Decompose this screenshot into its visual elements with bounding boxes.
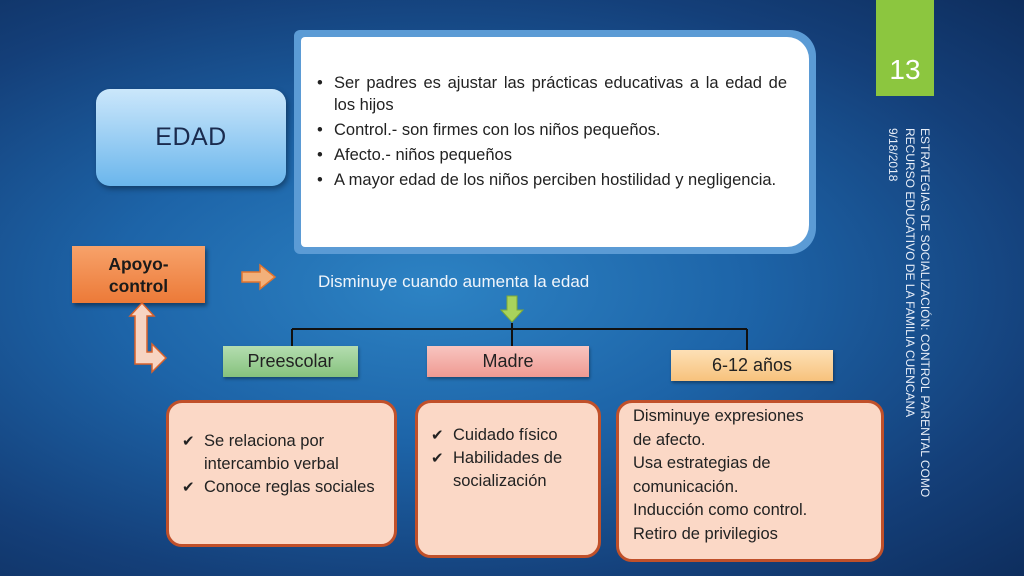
down-arrow-icon (501, 296, 523, 322)
bullet-icon: • (317, 171, 323, 189)
footer-title-line1: ESTRATEGIAS DE SOCIALIZACIÓN: CONTROL PARENTAL COMO (918, 128, 932, 498)
edades-line: Retiro de privilegios (633, 524, 778, 543)
edades-details-box (616, 400, 884, 562)
bent-arrow-icon (130, 303, 166, 372)
list-item-text: Se relaciona por intercambio verbal (204, 432, 339, 473)
card-bullet-text: Ser padres es ajustar las prácticas educativas a la edad de los hijos (334, 74, 787, 114)
preescolar-list (182, 430, 382, 499)
madre-list (431, 424, 591, 493)
list-item (182, 476, 382, 499)
edad-label: EDAD (155, 123, 227, 151)
bullet-icon: • (317, 74, 323, 92)
check-icon: ✔ (431, 427, 444, 444)
footer-date: 9/18/2018 (886, 128, 900, 182)
category-edades-label: 6-12 años (711, 355, 793, 375)
edades-text (633, 405, 878, 546)
disminuye-text: Disminuye cuando aumenta la edad (318, 272, 590, 291)
slide-number: 13 (889, 54, 921, 85)
category-edades (671, 350, 833, 381)
list-item-text: Conoce reglas sociales (204, 478, 375, 496)
bullet-icon: • (317, 146, 323, 164)
edades-line: de afecto. (633, 430, 706, 449)
madre-details-box (415, 400, 601, 558)
list-item-text: Cuidado físico (453, 426, 558, 444)
preescolar-details-box (166, 400, 397, 547)
list-item-text: Habilidades de socialización (453, 449, 563, 490)
right-arrow-icon (242, 265, 275, 289)
edades-line: Usa estrategias de (633, 454, 771, 472)
footer-title-line2: RECURSO EDUCATIVO DE LA FAMILIA CUENCANA (903, 128, 917, 418)
category-madre-label: Madre (482, 351, 534, 371)
list-item (431, 447, 591, 493)
card-bullet-text: Control.- son firmes con los niños pequeños. (334, 121, 661, 139)
edades-line: comunicación. (633, 477, 739, 496)
card-bullet-text: Afecto.- niños pequeños (334, 146, 512, 164)
card-bullet-text: A mayor edad de los niños perciben hostilidad y negligencia. (334, 171, 777, 189)
check-icon: ✔ (182, 433, 195, 450)
edades-line: Disminuye expresiones (633, 407, 804, 425)
edades-line: Inducción como control. (633, 501, 808, 519)
list-item (431, 424, 591, 447)
list-item (182, 430, 382, 476)
check-icon: ✔ (182, 479, 195, 496)
apoyo-control-label: Apoyo-control (108, 253, 169, 296)
check-icon: ✔ (431, 450, 444, 467)
category-preescolar-label: Preescolar (247, 351, 334, 371)
category-madre (427, 346, 589, 377)
category-preescolar (223, 346, 358, 377)
bullet-icon: • (317, 121, 323, 139)
